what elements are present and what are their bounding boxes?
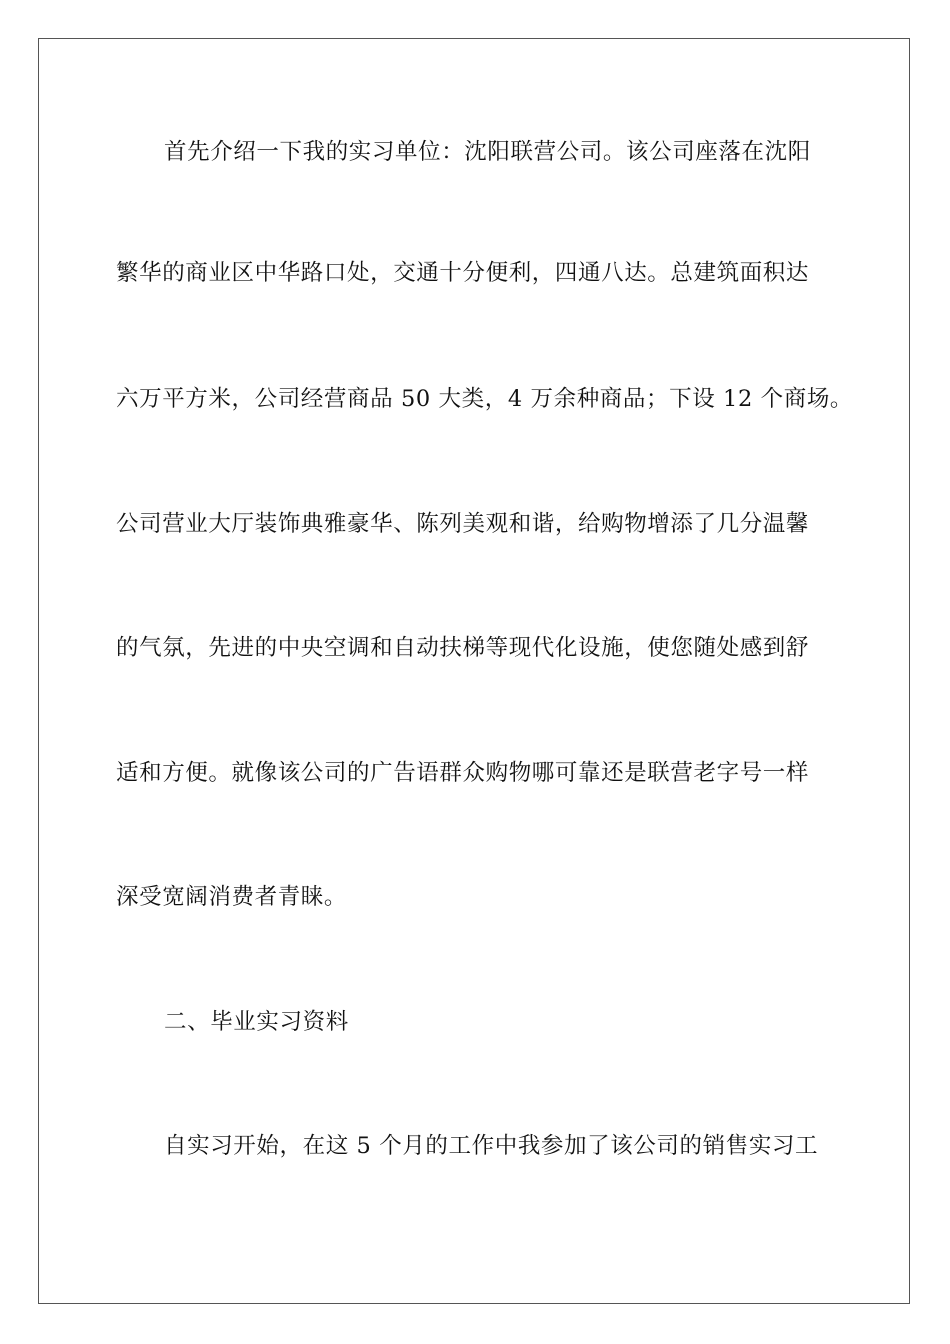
page-border (38, 38, 910, 1304)
section-paragraph-line-1: 自实习开始，在这 5 个月的工作中我参加了该公司的销售实习工 (164, 1133, 819, 1159)
paragraph-line-2: 繁华的商业区中华路口处，交通十分便利，四通八达。总建筑面积达 (116, 260, 810, 286)
paragraph-line-6: 适和方便。就像该公司的广告语群众购物哪可靠还是联营老字号一样 (116, 760, 810, 786)
paragraph-line-5: 的气氛，先进的中央空调和自动扶梯等现代化设施，使您随处感到舒 (116, 635, 810, 661)
paragraph-line-7: 深受宽阔消费者青睐。 (116, 884, 348, 910)
paragraph-line-1: 首先介绍一下我的实习单位：沈阳联营公司。该公司座落在沈阳 (164, 139, 811, 165)
paragraph-line-3: 六万平方米，公司经营商品 50 大类，4 万余种商品；下设 12 个商场。 (116, 386, 854, 412)
section-heading: 二、毕业实习资料 (164, 1009, 349, 1035)
paragraph-line-4: 公司营业大厅装饰典雅豪华、陈列美观和谐，给购物增添了几分温馨 (116, 511, 810, 537)
